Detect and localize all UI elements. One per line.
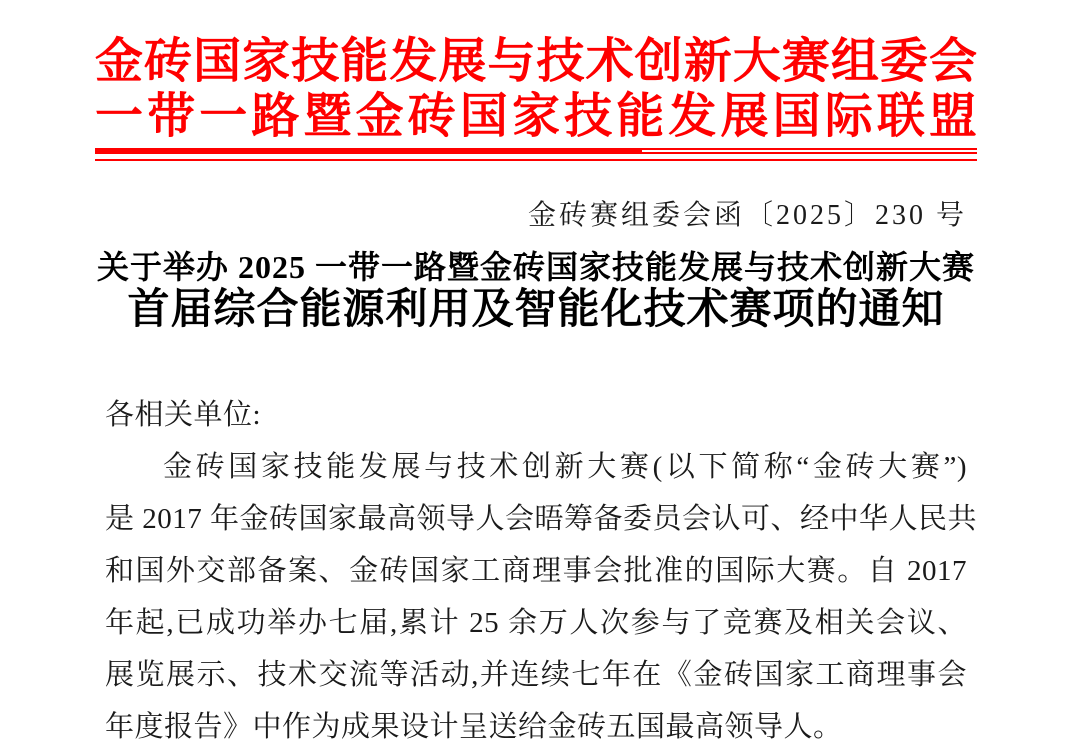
document-number: 金砖赛组委会函〔2025〕230 号 (527, 200, 967, 231)
notice-title (95, 247, 977, 333)
notice-title-line-2: 首届综合能源利用及智能化技术赛项的通知 (127, 287, 945, 333)
body-line: 年度报告》中作为成果设计呈送给金砖五国最高领导人。 (105, 711, 843, 740)
body-line: 展览展示、技术交流等活动,并连续七年在《金砖国家工商理事会 (105, 659, 967, 691)
red-divider-rule (95, 148, 977, 161)
body-line: 年起,已成功举办七届,累计 25 余万人次参与了竞赛及相关会议、 (105, 607, 967, 639)
body-line: 和国外交部备案、金砖国家工商理事会批准的国际大赛。自 2017 (105, 555, 967, 587)
body-line: 金砖国家技能发展与技术创新大赛(以下简称“金砖大赛”) (163, 451, 967, 483)
notice-title-line-1: 关于举办 2025 一带一路暨金砖国家技能发展与技术创新大赛 (96, 249, 975, 285)
notice-body (105, 389, 978, 740)
letterhead-org-line-1: 金砖国家技能发展与技术创新大赛组委会 (95, 35, 977, 88)
letterhead-org-line-2: 一带一路暨金砖国家技能发展国际联盟 (95, 90, 977, 143)
salutation: 各相关单位: (105, 399, 262, 431)
red-divider-thin-line (95, 159, 977, 161)
letterhead (95, 34, 977, 144)
body-line: 是 2017 年金砖国家最高领导人会晤筹备委员会认可、经中华人民共 (105, 503, 978, 535)
red-divider-thick-line (95, 148, 977, 154)
